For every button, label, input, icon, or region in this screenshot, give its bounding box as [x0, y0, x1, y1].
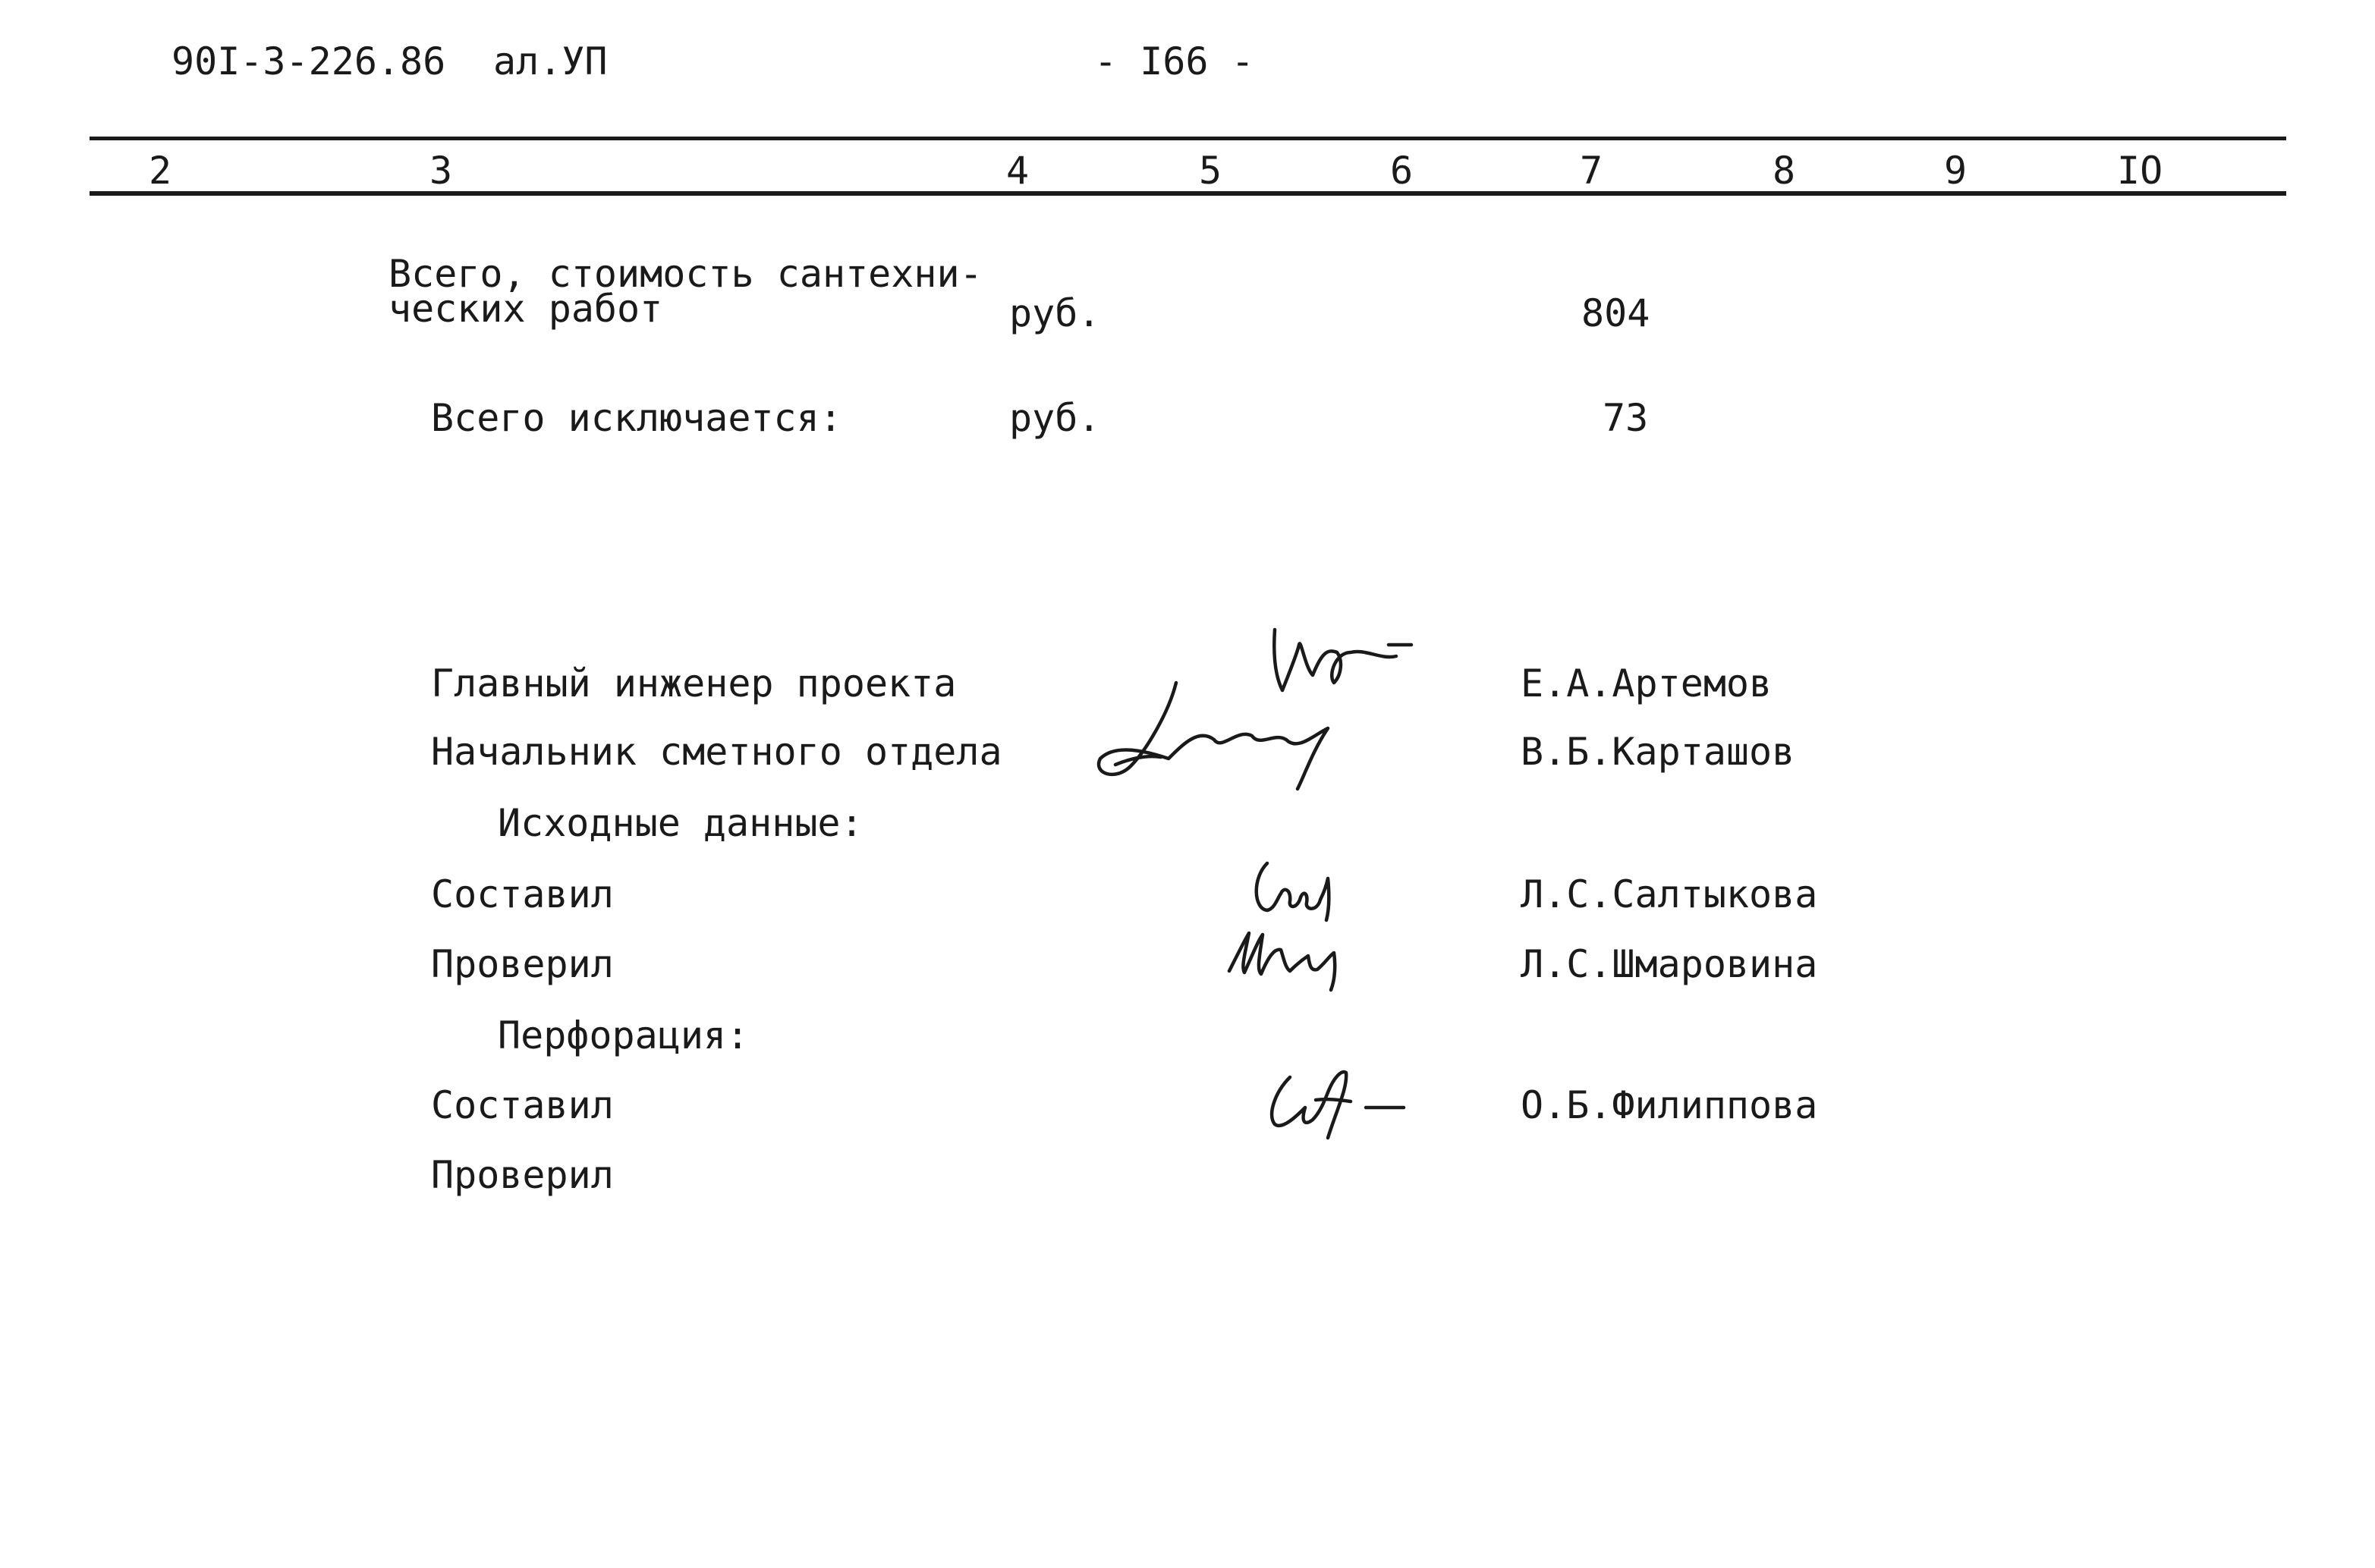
source-checked-role: Проверил	[431, 942, 614, 986]
total-excluded-label: Всего исключается:	[431, 396, 842, 440]
total-plumbing-value: 804	[1581, 291, 1650, 335]
estimate-head-role: Начальник сметного отдела	[431, 730, 1002, 774]
estimate-head-name: В.Б.Карташов	[1521, 730, 1795, 774]
source-checked-name: Л.С.Шмаровина	[1521, 942, 1818, 986]
source-compiled-role: Составил	[431, 872, 614, 916]
table-top-rule	[90, 137, 2286, 140]
column-number: 6	[1390, 149, 1414, 193]
column-number: 3	[429, 149, 453, 193]
column-number: IO	[2117, 149, 2163, 193]
perf-compiled-role: Составил	[431, 1083, 614, 1127]
estimate-head-signature	[1085, 668, 1434, 797]
document-code: 90I-3-226.86	[171, 39, 446, 83]
perf-checked-role: Проверил	[431, 1153, 614, 1197]
column-number: 9	[1944, 149, 1968, 193]
total-plumbing-label-line2: ческих работ	[388, 287, 663, 331]
chief-engineer-name: Е.А.Артемов	[1521, 661, 1773, 705]
total-plumbing-label-line1: Всего, стоимость сантехни-	[388, 252, 983, 296]
total-excluded-unit: руб.	[1009, 396, 1101, 440]
source-compiled-signature	[1244, 856, 1366, 924]
column-number: 5	[1199, 149, 1222, 193]
page-number: - I66 -	[1094, 39, 1254, 83]
perf-compiled-name: О.Б.Филиппова	[1521, 1083, 1818, 1127]
source-checked-signature	[1214, 925, 1381, 994]
perforation-heading: Перфорация:	[498, 1013, 750, 1057]
total-plumbing-label	[388, 252, 983, 331]
column-number: 2	[149, 149, 172, 193]
chief-engineer-role: Главный инженер проекта	[431, 661, 957, 705]
source-compiled-name: Л.С.Салтыкова	[1521, 872, 1818, 916]
total-excluded-value: 73	[1603, 396, 1649, 440]
perf-compiled-signature	[1252, 1062, 1434, 1145]
column-number: 7	[1580, 149, 1603, 193]
total-plumbing-unit: руб.	[1009, 291, 1101, 335]
column-number: 8	[1773, 149, 1796, 193]
column-number: 4	[1006, 149, 1030, 193]
sheet-label: ал.УП	[493, 39, 608, 83]
source-data-heading: Исходные данные:	[498, 801, 863, 845]
